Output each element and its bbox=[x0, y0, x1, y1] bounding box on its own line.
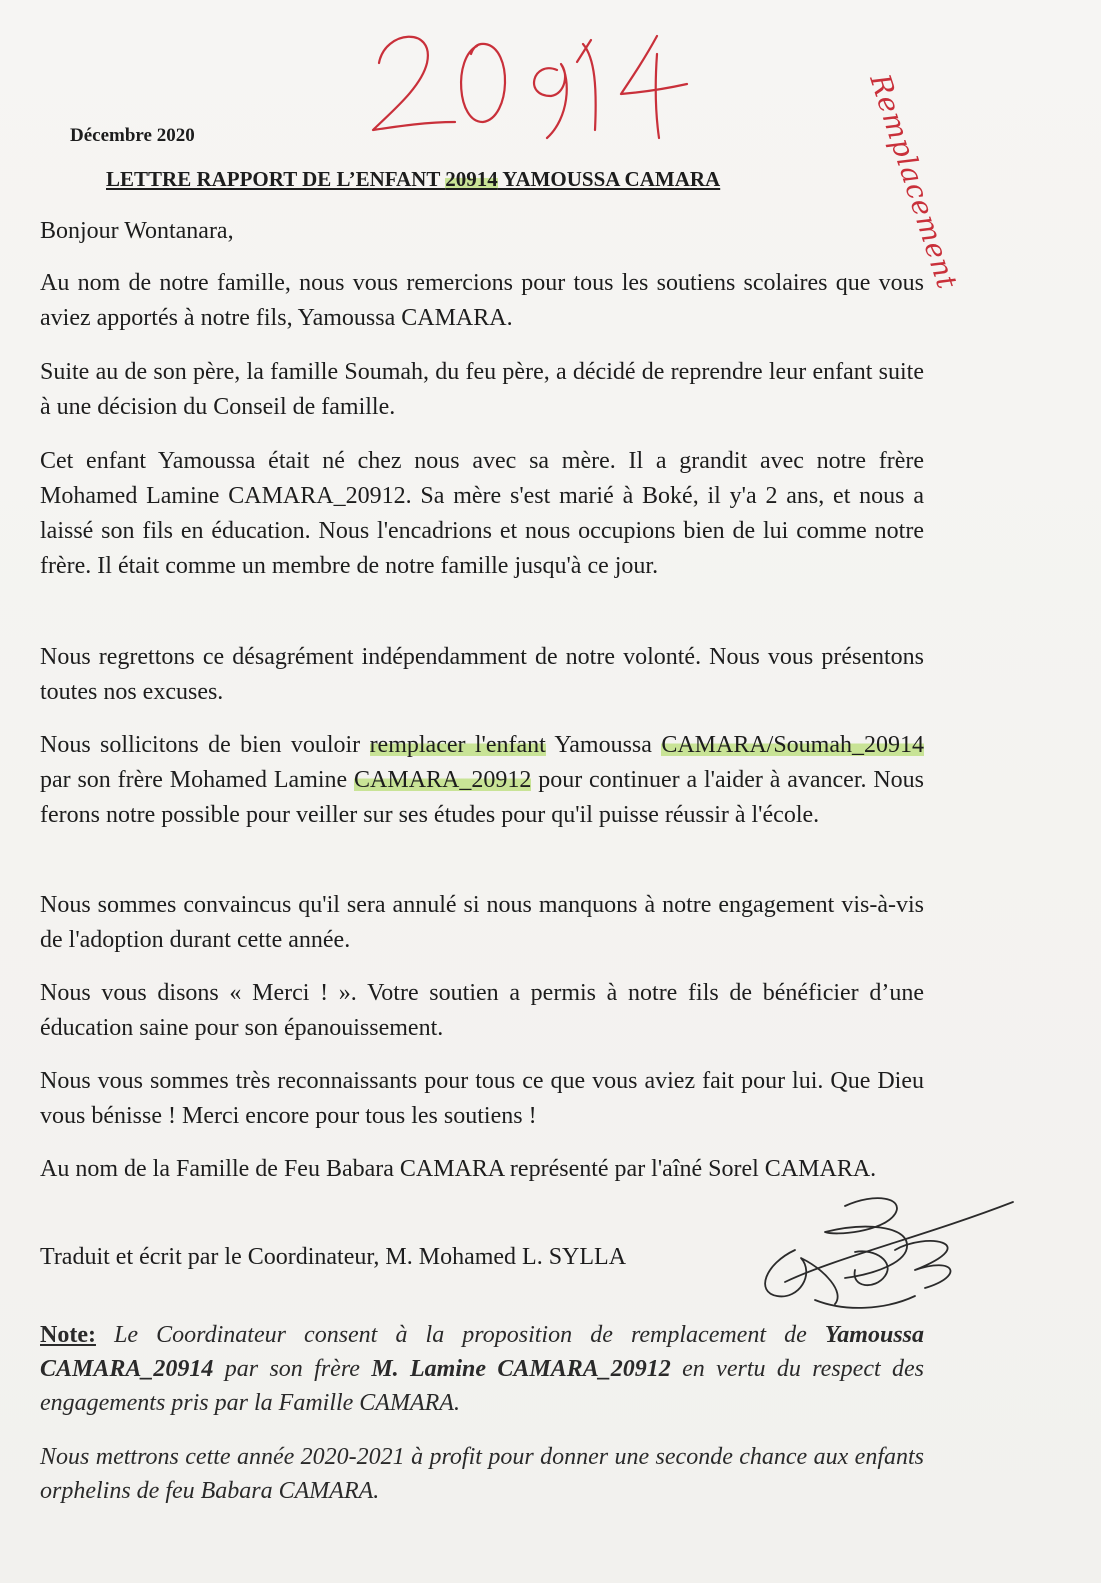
paragraph-commitment bbox=[40, 888, 924, 958]
note-label: Note: bbox=[40, 1322, 96, 1348]
paragraph-blessing bbox=[40, 1064, 924, 1134]
note-second-chance-text: Nous mettrons cette année 2020-2021 à profit pour donner une seconde chance aux enfants orphelins de feu Babara CAMARA. bbox=[40, 1444, 924, 1504]
title-prefix: LETTRE RAPPORT DE L’ENFANT bbox=[106, 167, 446, 191]
coordinator-signature bbox=[755, 1192, 1015, 1317]
title-highlight: 20914 bbox=[445, 167, 498, 191]
note-old-child: Yamoussa CAMARA_20914 bbox=[40, 1322, 924, 1382]
paragraph-family-representative bbox=[40, 1152, 924, 1187]
paragraph-translator-text: Traduit et écrit par le Coordinateur, M. Mohamed L. SYLLA bbox=[40, 1244, 627, 1270]
coordinator-note bbox=[40, 1318, 924, 1420]
letter-date: Décembre 2020 bbox=[70, 125, 195, 146]
p5-text-c: par son frère Mohamed Lamine bbox=[40, 767, 355, 793]
greeting: Bonjour Wontanara, bbox=[40, 218, 234, 244]
paragraph-child-history-text: Cet enfant Yamoussa était né chez nous avec sa mère. Il a grandit avec notre frère Mohamed Lamine CAMARA_20912. Sa mère s'est marié à Boké, il y'a 2 ans, et nous a laissé son fils en éducation. Nous l'encadrions et nous occupions bien de lui comme notre frère. Il était comme un membre de notre famille jusqu'à ce jour. bbox=[40, 448, 924, 579]
note-text-d: en vertu du respect des engagements pris par la Famille CAMARA. bbox=[40, 1356, 924, 1416]
note-text-a: Le Coordinateur consent à la proposition de remplacement de bbox=[95, 1322, 825, 1348]
paragraph-blessing-text: Nous vous sommes très reconnaissants pour tous ce que vous aviez fait pour lui. Que Dieu vous bénisse ! Merci encore pour tous les soutiens ! bbox=[40, 1068, 924, 1129]
paragraph-child-history bbox=[40, 444, 924, 584]
paragraph-thanks-text: Au nom de notre famille, nous vous remercions pour tous les soutiens scolaires que vous aviez apportés à notre fils, Yamoussa CAMARA. bbox=[40, 270, 924, 331]
p5-text-a: Nous sollicitons de bien vouloir bbox=[40, 732, 370, 758]
handwritten-margin-text: Remplacement bbox=[863, 70, 965, 294]
p5-text-d: pour continuer a l'aider à avancer. Nous ferons notre possible pour veiller sur ses études pour qu'il puisse réussir à l'école. bbox=[40, 767, 924, 828]
p5-text-b: Yamoussa bbox=[545, 732, 662, 758]
paragraph-thanks bbox=[40, 266, 924, 336]
paragraph-family-decision bbox=[40, 355, 924, 425]
paragraph-apology bbox=[40, 640, 924, 710]
paragraph-apology-text: Nous regrettons ce désagrément indépendamment de notre volonté. Nous vous présentons toutes nos excuses. bbox=[40, 644, 924, 705]
letter-title bbox=[106, 167, 720, 192]
p5-highlight-new-id: CAMARA_20912 bbox=[354, 767, 532, 793]
paragraph-family-decision-text: Suite au de son père, la famille Soumah, du feu père, a décidé de reprendre leur enfant suite à une décision du Conseil de famille. bbox=[40, 359, 924, 420]
note-new-child: M. Lamine CAMARA_20912 bbox=[371, 1356, 671, 1382]
coordinator-note-second-chance bbox=[40, 1440, 924, 1508]
paragraph-replacement-request bbox=[40, 728, 924, 833]
title-suffix: YAMOUSSA CAMARA bbox=[497, 167, 721, 191]
paragraph-gratitude-text: Nous vous disons « Merci ! ». Votre soutien a permis à notre fils de bénéficier d’une éducation saine pour son épanouissement. bbox=[40, 980, 924, 1041]
paragraph-commitment-text: Nous sommes convaincus qu'il sera annulé si nous manquons à notre engagement vis-à-vis de l'adoption durant cette année. bbox=[40, 892, 924, 953]
paragraph-family-representative-text: Au nom de la Famille de Feu Babara CAMARA représenté par l'aîné Sorel CAMARA. bbox=[40, 1156, 877, 1182]
paragraph-replacement-request-text bbox=[40, 728, 924, 833]
p5-highlight-old-id: CAMARA/Soumah_20914 bbox=[661, 732, 924, 758]
paragraph-gratitude bbox=[40, 976, 924, 1046]
note-text-c: par son frère bbox=[213, 1356, 372, 1382]
handwritten-number-stamp bbox=[365, 18, 705, 148]
p5-highlight-replace: remplacer l'enfant bbox=[369, 732, 546, 758]
